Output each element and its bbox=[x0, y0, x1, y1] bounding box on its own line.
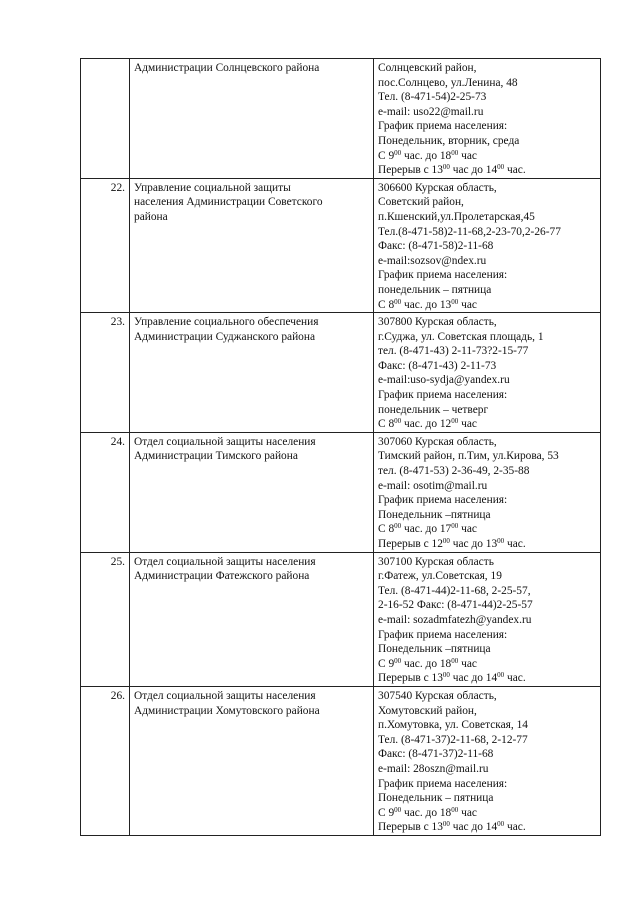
schedule-days: Понедельник – пятница bbox=[378, 792, 494, 805]
schedule-hours-end-minutes: 00 bbox=[451, 148, 459, 157]
schedule-title: График приема населения: bbox=[378, 628, 508, 641]
lunch-break bbox=[378, 820, 596, 835]
address-line: п.Хомутовка, ул. Советская, 14 bbox=[378, 719, 528, 732]
lunch-break bbox=[378, 671, 596, 686]
email-line: e-mail: sozadmfatezh@yandex.ru bbox=[378, 613, 532, 626]
contact-info-cell bbox=[374, 686, 601, 835]
office-name-cell bbox=[130, 552, 374, 686]
email-line: e-mail: 28oszn@mail.ru bbox=[378, 762, 489, 775]
lunch-break-end-minutes: 00 bbox=[497, 163, 505, 172]
phone-line: Факс: (8-471-43) 2-11-73 bbox=[378, 359, 497, 372]
table-row bbox=[81, 313, 601, 433]
address-line: Солнцевский район, bbox=[378, 62, 477, 74]
contact-info-cell bbox=[374, 313, 601, 433]
schedule-days: Понедельник, вторник, среда bbox=[378, 134, 520, 147]
schedule-hours-end-minutes: 00 bbox=[451, 522, 459, 531]
phone-line: 2-16-52 Факс: (8-471-44)2-25-57 bbox=[378, 599, 533, 612]
office-name-line: Администрации Хомутовского района bbox=[134, 704, 320, 717]
phone-line: Тел.(8-471-58)2-11-68,2-23-70,2-26-77 bbox=[378, 225, 561, 238]
schedule-hours-start-minutes: 00 bbox=[394, 148, 402, 157]
schedule-hours bbox=[378, 298, 596, 313]
lunch-break-end-minutes: 00 bbox=[497, 537, 505, 545]
lunch-break-start: Перерыв с 12 bbox=[378, 538, 443, 550]
schedule-hours-end: час bbox=[458, 657, 477, 670]
lunch-break-end-minutes: 00 bbox=[497, 820, 505, 829]
address-line: Хомутовский район, bbox=[378, 704, 477, 717]
address-line: 307100 Курская область bbox=[378, 555, 494, 568]
schedule-hours-start-minutes: 00 bbox=[394, 417, 402, 426]
lunch-break-end: час. bbox=[504, 164, 526, 177]
schedule-hours-end: час bbox=[458, 149, 477, 162]
address-line: 307540 Курская область, bbox=[378, 689, 497, 702]
lunch-break-end: час. bbox=[504, 821, 526, 834]
lunch-break-start-minutes: 00 bbox=[442, 671, 450, 680]
office-name-line: Администрации Фатежского района bbox=[134, 570, 310, 583]
schedule-hours-start: С 9 bbox=[378, 149, 395, 162]
phone-line: Тел. (8-471-37)2-11-68, 2-12-77 bbox=[378, 733, 528, 746]
schedule-hours-end-minutes: 00 bbox=[451, 656, 459, 665]
schedule-hours-start: С 8 bbox=[378, 523, 395, 536]
schedule-title: График приема населения: bbox=[378, 120, 508, 133]
table-row bbox=[81, 178, 601, 312]
address-line: г.Фатеж, ул.Советская, 19 bbox=[378, 570, 502, 583]
row-number: 22. bbox=[81, 178, 130, 312]
lunch-break-middle: час до 14 bbox=[449, 672, 498, 685]
schedule-hours bbox=[378, 522, 596, 537]
phone-line: Факс: (8-471-58)2-11-68 bbox=[378, 240, 494, 253]
office-name-line: Администрации Солнцевского района bbox=[134, 62, 320, 74]
email-line: e-mail: osotim@mail.ru bbox=[378, 479, 488, 492]
address-line: г.Суджа, ул. Советская площадь, 1 bbox=[378, 330, 544, 343]
schedule-hours-end: час bbox=[458, 298, 477, 311]
email-line: e-mail: uso22@mail.ru bbox=[378, 105, 484, 118]
lunch-break bbox=[378, 163, 596, 178]
schedule-days: Понедельник –пятница bbox=[378, 643, 491, 656]
schedule-days: понедельник – пятница bbox=[378, 283, 492, 296]
office-name-line: Управление социального обеспечения bbox=[134, 316, 319, 329]
lunch-break-end: час. bbox=[504, 538, 526, 550]
office-name-line: Отдел социальной защиты населения bbox=[134, 555, 316, 568]
office-name-line: района bbox=[134, 210, 168, 223]
table-row bbox=[81, 59, 601, 179]
address-line: Тимский район, п.Тим, ул.Кирова, 53 bbox=[378, 450, 559, 463]
office-name-line: Администрации Суджанского района bbox=[134, 330, 316, 343]
schedule-hours-start-minutes: 00 bbox=[394, 297, 402, 306]
table-row bbox=[81, 686, 601, 835]
office-name-cell bbox=[130, 313, 374, 433]
schedule-days: понедельник – четверг bbox=[378, 403, 489, 416]
schedule-hours bbox=[378, 149, 596, 164]
schedule-hours-start: С 8 bbox=[378, 418, 395, 431]
schedule-title: График приема населения: bbox=[378, 777, 508, 790]
lunch-break-end-minutes: 00 bbox=[497, 671, 505, 680]
schedule-hours-end-minutes: 00 bbox=[451, 417, 459, 426]
schedule-hours-end: час bbox=[458, 418, 477, 431]
offices-table-body bbox=[81, 59, 601, 836]
address-line: пос.Солнцево, ул.Ленина, 48 bbox=[378, 76, 518, 89]
office-name-line: Управление социальной защиты bbox=[134, 181, 291, 194]
email-line: e-mail:uso-sydja@yandex.ru bbox=[378, 374, 510, 387]
contact-info-cell bbox=[374, 59, 601, 179]
lunch-break-start: Перерыв с 13 bbox=[378, 164, 443, 177]
schedule-hours-middle: час. до 13 bbox=[401, 298, 452, 311]
schedule-hours-end-minutes: 00 bbox=[451, 297, 459, 306]
table-row bbox=[81, 432, 601, 552]
schedule-hours-middle: час. до 18 bbox=[401, 657, 452, 670]
offices-table bbox=[80, 58, 601, 836]
schedule-hours bbox=[378, 806, 596, 821]
schedule-hours-start: С 8 bbox=[378, 298, 395, 311]
lunch-break-start-minutes: 00 bbox=[442, 820, 450, 829]
lunch-break-middle: час до 14 bbox=[449, 164, 498, 177]
row-number: 24. bbox=[81, 432, 130, 552]
lunch-break bbox=[378, 537, 596, 552]
lunch-break-start: Перерыв с 13 bbox=[378, 672, 443, 685]
schedule-hours-middle: час. до 18 bbox=[401, 149, 452, 162]
schedule-hours-start-minutes: 00 bbox=[394, 656, 402, 665]
schedule-hours-middle: час. до 17 bbox=[401, 523, 452, 536]
schedule-hours-start-minutes: 00 bbox=[394, 805, 402, 814]
office-name-line: Администрации Тимского района bbox=[134, 450, 298, 463]
lunch-break-start-minutes: 00 bbox=[442, 537, 450, 545]
contact-info-cell bbox=[374, 432, 601, 552]
office-name-line: Отдел социальной защиты населения bbox=[134, 435, 316, 448]
address-line: 307060 Курская область, bbox=[378, 435, 497, 448]
schedule-days: Понедельник –пятница bbox=[378, 508, 491, 521]
address-line: Советский район, bbox=[378, 196, 464, 209]
phone-line: тел. (8-471-53) 2-36-49, 2-35-88 bbox=[378, 465, 530, 478]
schedule-hours-end-minutes: 00 bbox=[451, 805, 459, 814]
schedule-title: График приема населения: bbox=[378, 269, 508, 282]
contact-info-cell bbox=[374, 552, 601, 686]
address-line: п.Кшенский,ул.Пролетарская,45 bbox=[378, 210, 535, 223]
lunch-break-end: час. bbox=[504, 672, 526, 685]
table-row bbox=[81, 552, 601, 686]
schedule-hours-start: С 9 bbox=[378, 806, 395, 819]
office-name-cell bbox=[130, 178, 374, 312]
office-name-line: населения Администрации Советского bbox=[134, 196, 323, 209]
address-line: 306600 Курская область, bbox=[378, 181, 497, 194]
phone-line: Факс: (8-471-37)2-11-68 bbox=[378, 748, 494, 761]
schedule-title: График приема населения: bbox=[378, 494, 508, 507]
office-name-line: Отдел социальной защиты населения bbox=[134, 689, 316, 702]
row-number bbox=[81, 59, 130, 179]
phone-line: Тел. (8-471-44)2-11-68, 2-25-57, bbox=[378, 584, 531, 597]
schedule-hours bbox=[378, 417, 596, 432]
address-line: 307800 Курская область, bbox=[378, 316, 497, 329]
office-name-cell bbox=[130, 432, 374, 552]
lunch-break-start-minutes: 00 bbox=[442, 163, 450, 172]
row-number: 25. bbox=[81, 552, 130, 686]
lunch-break-start: Перерыв с 13 bbox=[378, 821, 443, 834]
schedule-hours-start-minutes: 00 bbox=[394, 522, 402, 531]
phone-line: Тел. (8-471-54)2-25-73 bbox=[378, 91, 487, 104]
schedule-title: График приема населения: bbox=[378, 389, 508, 402]
office-name-cell bbox=[130, 686, 374, 835]
schedule-hours-middle: час. до 12 bbox=[401, 418, 452, 431]
schedule-hours-end: час bbox=[458, 523, 477, 536]
row-number: 26. bbox=[81, 686, 130, 835]
schedule-hours-middle: час. до 18 bbox=[401, 806, 452, 819]
contact-info-cell bbox=[374, 178, 601, 312]
office-name-cell bbox=[130, 59, 374, 179]
phone-line: тел. (8-471-43) 2-11-73?2-15-77 bbox=[378, 345, 529, 358]
schedule-hours bbox=[378, 657, 596, 672]
schedule-hours-end: час bbox=[458, 806, 477, 819]
lunch-break-middle: час до 13 bbox=[449, 538, 498, 550]
schedule-hours-start: С 9 bbox=[378, 657, 395, 670]
email-line: e-mail:sozsov@ndex.ru bbox=[378, 254, 487, 267]
row-number: 23. bbox=[81, 313, 130, 433]
lunch-break-middle: час до 14 bbox=[449, 821, 498, 834]
